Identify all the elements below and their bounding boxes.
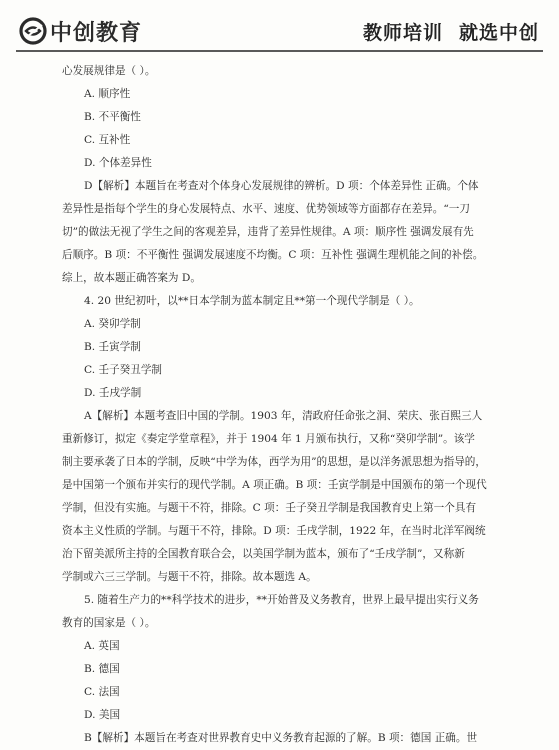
- q5-answer-line: B【解析】本题旨在考查对世界教育史中义务教育起源的了解。B 项：德国 正确。世: [84, 732, 478, 744]
- q5-option-a: A. 英国: [84, 640, 120, 652]
- q3-answer-line: 综上，故本题正确答案为 D。: [62, 272, 201, 284]
- q4-option-a: A. 癸卯学制: [84, 318, 141, 330]
- q5-option-c: C. 法国: [84, 686, 120, 698]
- q5-stem-line: 教育的国家是（ ）。: [62, 617, 156, 629]
- q3-answer-line: 差异性是指每个学生的身心发展特点、水平、速度、优势领域等方面都存在差异。“一刀: [62, 203, 470, 215]
- q4-answer-line: 资本主义性质的学制。与题干不符，排除。D 项：壬戌学制，1922 年，在当时北洋军阀统: [62, 525, 486, 537]
- q4-answer-line: 治下留美派所主持的全国教育联合会，以美国学制为蓝本，颁布了“壬戌学制”，又称新: [62, 548, 465, 560]
- q3-option-d: D. 个体差异性: [84, 157, 152, 169]
- q3-answer-line: 切”的做法无视了学生之间的客观差异，违背了差异性规律。A 项：顺序性 强调发展有先: [62, 226, 474, 238]
- document-body: [62, 60, 498, 750]
- q3-option-b: B. 不平衡性: [84, 111, 141, 123]
- q3-answer-line: D【解析】本题旨在考查对个体身心发展规律的辨析。D 项：个体差异性 正确。个体: [84, 180, 479, 192]
- q3-answer-line: 后顺序。B 项：不平衡性 强调发展速度不均衡。C 项：互补性 强调生理机能之间的补偿。: [62, 249, 484, 261]
- header-slogan: [363, 18, 539, 45]
- q4-option-d: D. 壬戌学制: [84, 387, 142, 399]
- header-divider: [16, 50, 543, 52]
- q3-stem-tail: 心发展规律是（ ）。: [62, 65, 156, 77]
- q4-answer-line: 重新修订，拟定《奏定学堂章程》，并于 1904 年 1 月颁布执行，又称“癸卯学制”。该学: [62, 433, 475, 445]
- brand-logo: [18, 16, 142, 46]
- slogan-left: 教师培训: [362, 22, 443, 44]
- q3-option-a: A. 顺序性: [84, 88, 131, 100]
- q4-stem: 4. 20 世纪初叶，以**日本学制为蓝本制定且**第一个现代学制是（ ）。: [84, 295, 420, 307]
- q3-option-c: C. 互补性: [84, 134, 131, 146]
- q5-option-d: D. 美国: [84, 709, 121, 721]
- slogan-right: 就选中创: [458, 22, 539, 44]
- logo-mark-icon: [18, 16, 48, 46]
- q4-answer-line: 制主要承袭了日本的学制，反映“中学为体，西学为用”的思想，是以洋务派思想为指导的，: [62, 456, 486, 468]
- q4-option-c: C. 壬子癸丑学制: [84, 364, 163, 376]
- q4-answer-line: 学制，但没有实施。与题干不符，排除。C 项：壬子癸丑学制是我国教育史上第一个具有: [62, 502, 477, 514]
- q4-option-b: B. 壬寅学制: [84, 341, 141, 353]
- q4-answer-line: 是中国第一个颁布并实行的现代学制。A 项正确。B 项：壬寅学制是中国颁布的第一个现代: [62, 479, 487, 491]
- q4-answer-line: A【解析】本题考查旧中国的学制。1903 年，清政府任命张之洞、荣庆、张百熙三人: [84, 410, 483, 422]
- q4-answer-line: 学制或六三三学制。与题干不符，排除。故本题选 A。: [62, 571, 317, 583]
- logo-text: 中创教育: [50, 20, 143, 46]
- page-header: [0, 0, 559, 54]
- q5-option-b: B. 德国: [84, 663, 120, 675]
- q5-stem-line: 5. 随着生产力的**科学技术的进步，**开始普及义务教育，世界上最早提出实行义务: [84, 594, 479, 606]
